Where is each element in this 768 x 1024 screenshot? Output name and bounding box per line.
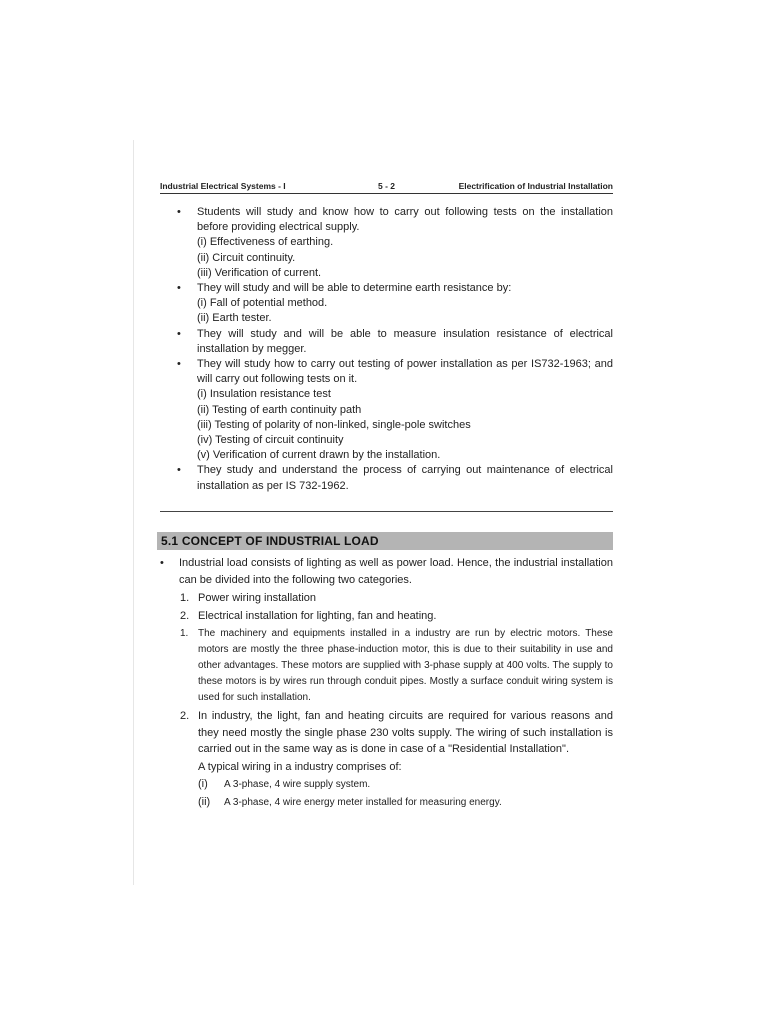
list-number: (i) — [198, 778, 208, 791]
objective-item — [160, 205, 613, 281]
list-text: A 3-phase, 4 wire energy meter installed for measuring energy. — [224, 797, 502, 809]
objective-subitem: (v) Verification of current drawn by the installation. — [197, 449, 441, 462]
objective-subitem: (i) Insulation resistance test — [197, 388, 331, 401]
list-number: 1. — [180, 627, 189, 639]
list-item — [160, 608, 613, 625]
objective-subitem: (iv) Testing of circuit continuity — [197, 434, 344, 447]
objective-text: Students will study and know how to carry out following tests on the installation before providing electrical supply. — [197, 206, 613, 234]
objective-item — [160, 357, 613, 463]
objective-subitem: (ii) Testing of earth continuity path — [197, 403, 362, 416]
list-item — [160, 776, 613, 793]
objective-text: They will study how to carry out testing of power installation as per IS732-1963; and will carry out following tests on it. — [197, 358, 613, 386]
objective-subitem: (i) Effectiveness of earthing. — [197, 236, 334, 249]
objective-subitem: (iii) Testing of polarity of non-linked, single-pole switches — [197, 418, 471, 431]
objective-subitem: (ii) Circuit continuity. — [197, 251, 296, 264]
objective-text: They will study and will be able to determine earth resistance by: — [197, 282, 512, 295]
page-edge-shadow — [133, 140, 134, 885]
list-text: Electrical installation for lighting, fan and heating. — [198, 609, 437, 622]
section-body — [160, 555, 613, 811]
header-book-title: Industrial Electrical Systems - I — [160, 181, 286, 191]
list-number: (ii) — [198, 796, 211, 809]
list-number: 1. — [180, 591, 190, 604]
section-divider — [160, 511, 613, 512]
paragraph: The machinery and equipments installed in a industry are run by electric motors. These motors are mostly the three phase-induction motor, this is due to their suitability in use and other advantages. These motors are supplied with 3-phase supply at 400 volts. The supply to these motors is by wires run through conduit pipes. Mostly a surface conduit wiring system is used for such installation. — [198, 627, 613, 704]
objective-item — [160, 327, 613, 357]
objective-subitem: (ii) Earth tester. — [197, 312, 272, 325]
objective-item — [160, 463, 613, 493]
list-text: Power wiring installation — [198, 591, 316, 604]
list-item — [160, 794, 613, 811]
chapter-objectives — [160, 205, 613, 494]
objective-text: They study and understand the process of carrying out maintenance of electrical installation as per IS 732-1962. — [197, 464, 613, 492]
header-page-number: 5 - 2 — [378, 181, 396, 191]
objective-subitem: (i) Fall of potential method. — [197, 297, 328, 310]
objective-item — [160, 281, 613, 327]
header-chapter-title: Electrification of Industrial Installation — [458, 181, 613, 191]
section-heading: 5.1 CONCEPT OF INDUSTRIAL LOAD — [161, 534, 379, 548]
paragraph: In industry, the light, fan and heating circuits are required for various reasons and they need mostly the single phase 230 volts supply. The wiring of such installation is carried out in the same way as is done in case of a "Residential Installation". — [198, 710, 613, 756]
list-number: 2. — [180, 710, 190, 723]
list-number: 2. — [180, 609, 190, 622]
header-rule — [160, 193, 613, 194]
paragraph: • Industrial load consists of lighting as well as power load. Hence, the industrial installation can be divided into the following two categories. — [160, 555, 613, 588]
objective-subitem: (iii) Verification of current. — [197, 266, 322, 279]
list-item — [160, 626, 613, 707]
list-item — [160, 708, 613, 758]
list-text: A 3-phase, 4 wire supply system. — [224, 779, 371, 791]
paragraph: A typical wiring in a industry comprises of: — [198, 760, 402, 773]
section-heading-bar — [157, 532, 613, 550]
objective-text: They will study and will be able to measure insulation resistance of electrical installation by megger. — [197, 327, 613, 355]
list-item — [160, 590, 613, 607]
